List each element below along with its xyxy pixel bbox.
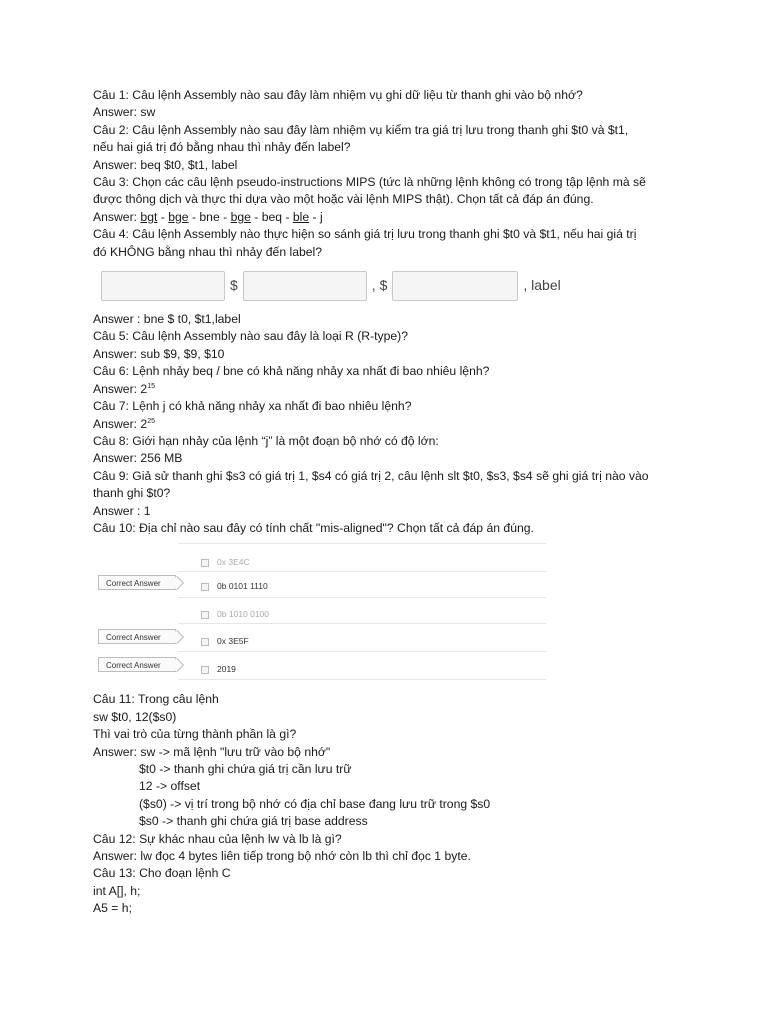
question-10: Câu 10: Địa chỉ nào sau đây có tính chất "mis-aligned"? Chọn tất cả đáp án đúng. — [93, 520, 534, 535]
divider — [178, 679, 546, 680]
divider — [178, 623, 546, 624]
option-label: 0x 3E5F — [217, 636, 249, 647]
answer-6-exponent: 15 — [147, 382, 155, 390]
option-item[interactable] — [201, 606, 269, 623]
checkbox-icon[interactable] — [201, 666, 209, 674]
divider — [178, 543, 546, 544]
question-2-line-1: Câu 2: Câu lệnh Assembly nào sau đây làm nhiệm vụ kiểm tra giá trị lưu trong thanh ghi $t0 và $t1, — [93, 122, 629, 137]
checkbox-icon[interactable] — [201, 638, 209, 646]
question-4-line-2: đó KHÔNG bằng nhau thì nhảy đến label? — [93, 244, 323, 259]
answer-1: Answer: sw — [93, 105, 156, 120]
divider — [178, 571, 546, 572]
correct-answer-badge: Correct Answer — [98, 575, 176, 590]
question-9-line-2: thanh ghi $t0? — [93, 486, 171, 501]
answer-3-item: bgt — [140, 209, 158, 224]
question-13-code-1: int A[], h; — [93, 883, 141, 898]
option-item[interactable] — [201, 633, 249, 650]
checkbox-icon[interactable] — [201, 583, 209, 591]
question-8: Câu 8: Giới hạn nhảy của lệnh “j” là một đoạn bộ nhớ có độ lớn: — [93, 433, 439, 448]
question-13-line-1: Câu 13: Cho đoạn lệnh C — [93, 866, 231, 881]
answer-3-sep: - bne - — [188, 209, 231, 224]
blank-input-1[interactable] — [101, 271, 225, 301]
answer-11-part: $s0 -> thanh ghi chứa giá trị base address — [139, 814, 368, 829]
answer-3-prefix: Answer: — [93, 209, 141, 224]
option-label: 0x 3E4C — [217, 557, 250, 568]
answer-7 — [93, 416, 693, 433]
option-item[interactable] — [201, 661, 236, 678]
question-1: Câu 1: Câu lệnh Assembly nào sau đây làm nhiệm vụ ghi dữ liệu từ thanh ghi vào bộ nhớ? — [93, 88, 583, 102]
divider — [178, 597, 546, 598]
question-9-line-1: Câu 9: Giả sử thanh ghi $s3 có giá trị 1, $s4 có giá trị 2, câu lệnh slt $t0, $s3, $s4 sẽ ghi giá trị nào vào — [93, 468, 649, 483]
blank-input-2[interactable] — [243, 271, 367, 301]
question-6: Câu 6: Lệnh nhảy beq / bne có khả năng nhảy xa nhất đi bao nhiêu lệnh? — [93, 364, 490, 379]
option-label: 0b 1010 0100 — [217, 609, 269, 620]
question-3-line-1: Câu 3: Chọn các câu lệnh pseudo-instructions MIPS (tức là những lệnh không có trong tập lệnh mà sẽ — [93, 175, 646, 190]
question-5: Câu 5: Câu lệnh Assembly nào sau đây là loại R (R-type)? — [93, 329, 409, 344]
question-12: Câu 12: Sự khác nhau của lệnh lw và lb là gì? — [93, 831, 342, 846]
blank-label: , label — [523, 277, 561, 294]
document-page — [93, 87, 693, 918]
answer-5: Answer: sub $9, $9, $10 — [93, 346, 225, 361]
answer-9: Answer : 1 — [93, 503, 151, 518]
question-11-line-3: Thì vai trò của từng thành phần là gì? — [93, 727, 297, 742]
answer-2: Answer: beq $t0, $t1, label — [93, 157, 238, 172]
option-item[interactable] — [201, 578, 268, 595]
divider — [178, 651, 546, 652]
blank-input-3[interactable] — [392, 271, 518, 301]
answer-7-base: Answer: 2 — [93, 416, 148, 431]
fill-in-blank-row — [101, 269, 693, 303]
answer-11-part: $t0 -> thanh ghi chứa giá trị cần lưu trữ — [139, 761, 352, 776]
answer-6-base: Answer: 2 — [93, 381, 148, 396]
blank-separator: $ — [230, 277, 238, 294]
checkbox-icon[interactable] — [201, 559, 209, 567]
correct-answer-badge: Correct Answer — [98, 629, 176, 644]
question-13-code-2: A5 = h; — [93, 901, 132, 916]
answer-4: Answer : bne $ t0, $t1,label — [93, 312, 241, 327]
answer-3-item: bge — [230, 209, 251, 224]
answer-3-item: ble — [292, 209, 310, 224]
question-7: Câu 7: Lệnh j có khả năng nhảy xa nhất đi bao nhiêu lệnh? — [93, 399, 412, 414]
option-label: 0b 0101 1110 — [217, 581, 268, 592]
blank-separator: , $ — [371, 277, 388, 294]
answer-3-sep: - j — [309, 209, 323, 224]
question-2-line-2: nếu hai giá trị đó bằng nhau thì nhảy đến label? — [93, 140, 351, 155]
question-3-line-2: được thông dịch và thực thi dựa vào một hoặc vài lệnh MIPS thật). Chọn tất cả đáp án đúng. — [93, 192, 594, 207]
answer-8: Answer: 256 MB — [93, 451, 183, 466]
answer-11: Answer: sw -> mã lệnh "lưu trữ vào bộ nhớ" — [93, 744, 331, 759]
option-label: 2019 — [217, 664, 236, 675]
correct-answer-badge: Correct Answer — [98, 657, 176, 672]
answer-3-item: bge — [168, 209, 189, 224]
option-item[interactable] — [201, 554, 250, 571]
answer-7-exponent: 25 — [147, 417, 155, 425]
question-11-code: sw $t0, 12($s0) — [93, 709, 177, 724]
answer-3 — [93, 209, 693, 226]
answer-options-panel — [98, 541, 693, 685]
answer-11-part: ($s0) -> vị trí trong bộ nhớ có địa chỉ base đang lưu trữ trong $s0 — [139, 796, 491, 811]
answer-12: Answer: lw đọc 4 bytes liên tiếp trong bộ nhớ còn lb thì chỉ đọc 1 byte. — [93, 849, 471, 863]
answer-6 — [93, 381, 693, 398]
answer-3-sep: - — [157, 209, 169, 224]
answer-3-sep: - beq - — [250, 209, 293, 224]
question-11-line-1: Câu 11: Trong câu lệnh — [93, 692, 219, 707]
checkbox-icon[interactable] — [201, 611, 209, 619]
question-4-line-1: Câu 4: Câu lệnh Assembly nào thực hiện so sánh giá trị lưu trong thanh ghi $t0 và $t1, nếu hai giá trị — [93, 227, 637, 242]
answer-11-part: 12 -> offset — [139, 779, 201, 794]
